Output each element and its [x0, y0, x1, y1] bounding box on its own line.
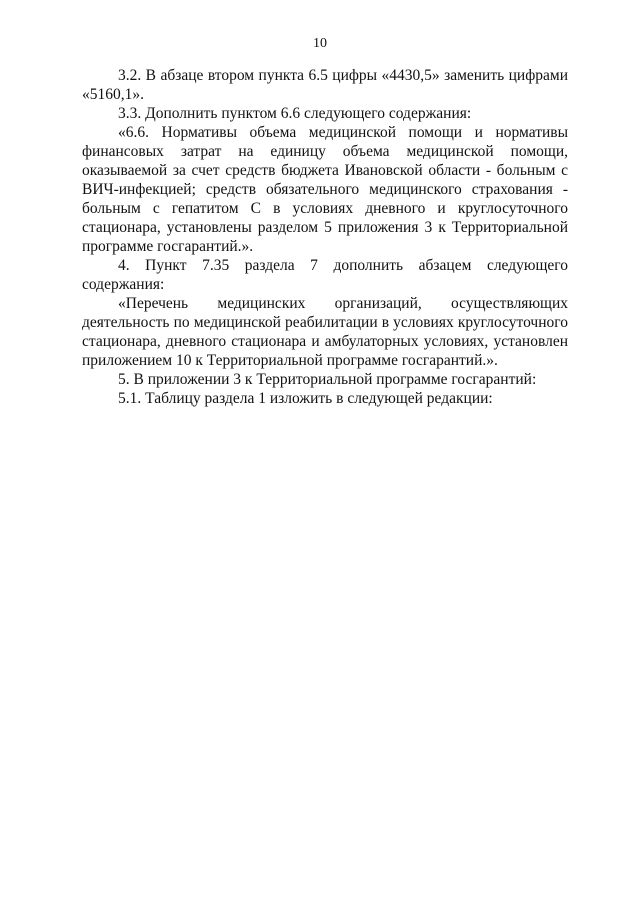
paragraph-list-quote: «Перечень медицинских организаций, осуществляющих деятельность по медицинской реабилитации в условиях круглосуточного стационара, дневного стационара и амбулаторных условиях, установлен приложением 10 к Территориальной программе госгарантий.». [82, 295, 568, 369]
paragraph-5: 5. В приложении 3 к Территориальной программе госгарантий: [118, 371, 537, 388]
paragraph-3-2: 3.2. В абзаце втором пункта 6.5 цифры «4430,5» заменить цифрами «5160,1». [82, 67, 568, 103]
page-number: 10 [313, 36, 327, 51]
paragraph-3-3: 3.3. Дополнить пунктом 6.6 следующего содержания: [118, 105, 472, 122]
paragraph-5-1: 5.1. Таблицу раздела 1 изложить в следующей редакции: [118, 390, 493, 407]
paragraph-4: 4. Пункт 7.35 раздела 7 дополнить абзацем следующего содержания: [82, 257, 568, 293]
paragraph-6-6-quote: «6.6. Нормативы объема медицинской помощи и нормативы финансовых затрат на единицу объема медицинской помощи, оказываемой за счет средств бюджета Ивановской области - больным с ВИЧ-инфекцией; средств обязательного медицинского страхования - больным с гепатитом С в условиях дневного и круглосуточного стационара, установлены разделом 5 приложения 3 к Территориальной программе госгарантий.». [82, 124, 568, 255]
document-body [82, 66, 568, 408]
